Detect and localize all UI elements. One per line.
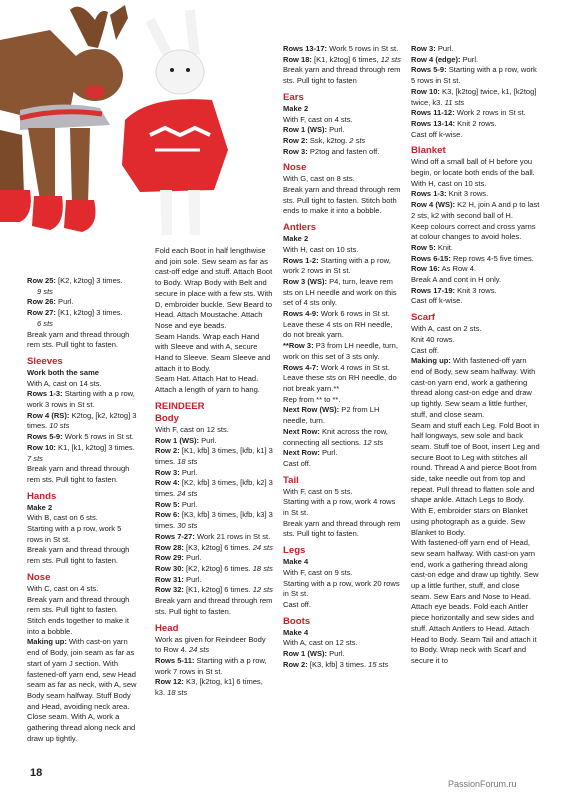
instruction-text: Break yarn and thread through rem sts. Pull tight to fasten. Stitch both ends to make it into a bobble. <box>283 185 401 216</box>
instruction-text: With A, cast on 14 sts. <box>27 378 102 388</box>
row-text: P4, turn, leave rem sts on LH needle and work on this set of 4 sts only. <box>283 276 397 308</box>
row-text: Starting with a p row, work 7 rows in St st. <box>155 655 267 676</box>
instruction-text: With B, cast on 6 sts. <box>27 513 98 523</box>
instruction-text: Break yarn and thread through rem sts. Pull tight to fasten. <box>27 545 130 566</box>
instruction-text: Cast off. <box>411 345 439 355</box>
row-text: Work 5 rows in St st. <box>327 44 399 53</box>
row-label: Row 16: <box>411 264 440 274</box>
row-text: Purl. <box>183 574 202 584</box>
instruction-text: Cast off. <box>283 599 311 609</box>
row-label: Rows 5-9: <box>411 65 447 75</box>
instruction-text: With F, cast on 9 sts. <box>283 567 353 577</box>
instruction-text: Seam and stuff each Leg. Fold Boot in half longways, sew sole and back seam. Stuff toe of Boot, insert Leg and secure Boot to Leg with stitches all round. Thread A and pierce Boot from side, take needle out from top and repeat. Pull thread to flatten sole and shape ankle. Attach Legs to Body. With E, embroider stars on Blanket using photograph as a guide. Sew Blanket to Body. <box>411 420 540 537</box>
row-text: [K2, k2tog] 3 times. <box>55 276 123 285</box>
row-label: Next Row (WS): <box>283 405 340 415</box>
row-text: [K2, kfb] 3 times, [kfb, k2] 3 times. <box>155 478 273 499</box>
stitch-count: 24 sts <box>252 542 273 552</box>
stitch-count: 11 sts <box>444 97 465 107</box>
section-heading-head: Head <box>155 622 179 634</box>
row-text: [K1, k2tog] 6 times. <box>183 585 253 595</box>
row-text: K3, [k2tog, k1] 6 times, k3. <box>155 677 263 698</box>
row-text: Purl. <box>327 125 345 135</box>
row-label: Making up: <box>411 356 451 366</box>
row-label: Next Row: <box>283 448 320 458</box>
row-text: K2 H, join A and p to last 2 sts, k2 with second ball of H. <box>411 200 540 220</box>
stitch-count: 12 sts <box>363 437 384 447</box>
section-subheading: Work both the same <box>27 367 99 377</box>
row-text: K3, [k2tog] twice, k1, [k2tog] twice, k3. <box>411 86 537 107</box>
section-heading-antlers: Antlers <box>283 222 317 234</box>
row-text: Knit across the row, connecting all sections. <box>283 426 388 447</box>
instruction-text: Rep from ** to **. <box>283 394 341 404</box>
row-label: Row 30: <box>155 563 184 573</box>
row-text: Purl. <box>55 297 74 307</box>
row-label: Row 2: <box>283 659 308 669</box>
instruction-text: With F, cast on 12 sts. <box>155 424 229 434</box>
instruction-text: Cast off. <box>283 458 311 468</box>
column-2 <box>155 246 273 699</box>
knitted-toys-illustration <box>0 0 280 246</box>
instruction-text: Break yarn and thread through rem sts. Pull tight to fasten <box>283 65 401 86</box>
row-text: Knit. <box>435 242 453 252</box>
instruction-text: With H, cast on 10 sts. <box>283 244 359 254</box>
row-label: Rows 1-3: <box>27 389 63 399</box>
stitch-count: 18 sts <box>167 688 188 698</box>
row-label: Row 3 (WS): <box>283 276 328 286</box>
row-label: Row 2: <box>155 446 180 456</box>
instruction-text: Break yarn and thread through rem sts. Pull tight to fasten. <box>283 518 401 539</box>
row-label: Rows 1-3: <box>411 189 447 199</box>
row-label: Row 1 (WS): <box>283 649 328 659</box>
instruction-text: Break yarn and thread through rem sts. Pull tight to fasten. <box>27 464 130 484</box>
row-label: Rows 4-9: <box>283 309 319 319</box>
instruction-text: With F, cast on 5 sts. <box>283 486 353 496</box>
row-label: **Row 3: <box>283 341 314 351</box>
row-text: [K3, kfb] 3 times, [kfb, k3] 3 times. <box>155 510 273 531</box>
section-heading-legs: Legs <box>283 545 306 557</box>
row-label: Rows 13-17: <box>283 44 328 53</box>
row-text: [K3, k2tog] 6 times. <box>183 542 253 552</box>
row-text: Work 6 rows in St st. Leave these 4 sts on RH needle, do not break yarn. <box>283 309 393 340</box>
instruction-text: Cast off k-wise. <box>411 296 463 306</box>
section-heading-blanket: Blanket <box>411 145 446 157</box>
column-3 <box>283 44 401 670</box>
row-text: Purl. <box>460 54 479 64</box>
column-1 <box>27 276 137 744</box>
reindeer-toy <box>0 5 128 232</box>
row-label: Row 27: <box>27 308 56 318</box>
section-heading-scarf: Scarf <box>411 312 435 324</box>
row-label: Rows 5-11: <box>155 655 195 665</box>
row-label: Row 3: <box>155 467 180 477</box>
section-heading-tail: Tail <box>283 474 299 486</box>
row-text: K2tog, [k2, k2tog] 3 times. <box>27 410 137 431</box>
row-label: Next Row: <box>283 426 320 436</box>
row-text: Work 4 rows in St st. Leave these sts on RH needle, do not break yarn.** <box>283 362 397 393</box>
row-text: Purl. <box>327 649 345 659</box>
row-text: Starting with a p row, work 5 rows in St st. <box>411 65 537 86</box>
instruction-text: Break yarn and thread through rem sts. Pull tight to fasten. Stitch ends together to make it into a bobble. <box>27 594 130 636</box>
row-text: Knit 3 rows. <box>446 189 489 199</box>
row-text: Purl. <box>199 435 217 445</box>
row-text: Purl. <box>179 467 198 477</box>
instruction-text: Cast off k-wise. <box>411 129 463 139</box>
row-label: Row 10: <box>411 86 440 96</box>
row-label: Row 5: <box>155 499 180 509</box>
row-label: Row 18: <box>283 54 312 64</box>
instruction-text: Seam Hands. Wrap each Hand with Sleeve and with A, secure Hand to Sleeve. Seam Sleeve and attach it to Body. <box>155 331 271 373</box>
section-heading-hands: Hands <box>27 490 57 502</box>
section-subheading: Make 4 <box>283 557 309 567</box>
instruction-text: Starting with a p row, work 4 rows in St st. <box>283 497 396 518</box>
stitch-count: 30 sts <box>177 521 198 531</box>
row-label: Row 32: <box>155 585 184 595</box>
row-text: As Row 4. <box>439 264 477 274</box>
row-label: Rows 17-19: <box>411 285 456 295</box>
row-text: P2 from LH needle, turn. <box>283 405 380 426</box>
row-text: [K3, kfb] 3 times. <box>307 659 369 669</box>
row-text: Rep rows 4-5 five times. <box>450 253 534 263</box>
row-label: Row 4 (WS): <box>411 200 456 210</box>
row-label: Making up: <box>27 637 67 647</box>
row-text: [K1, k2tog] 6 times, <box>311 54 381 64</box>
stitch-count: 2 sts <box>349 135 366 145</box>
row-label: Row 2: <box>283 135 308 145</box>
row-text: With fastened-off yarn end of Body, sew seam halfway. With cast-on yarn end, work a gathering thread along cast-on edge and draw up tightly. Sew seam a little further, stuff, and close seam. <box>411 356 536 419</box>
row-text: [K2, k2tog] 6 times. <box>183 563 253 573</box>
row-label: Rows 11-12: <box>411 108 455 118</box>
bunny-toy <box>122 10 228 235</box>
row-label: Rows 4-7: <box>283 362 319 372</box>
section-heading-sleeves: Sleeves <box>27 355 63 367</box>
instruction-text: With G, cast on 8 sts. <box>283 174 355 184</box>
section-heading-nose: Nose <box>283 162 307 174</box>
row-text: Work as given for Reindeer Body to Row 4. <box>155 634 266 655</box>
row-label: Row 3: <box>283 146 308 156</box>
section-heading-boots: Boots <box>283 615 311 627</box>
row-label: Row 4 (RS): <box>27 410 70 420</box>
instruction-text: With A, cast on 12 sts. <box>283 638 358 648</box>
row-label: Row 31: <box>155 574 184 584</box>
instruction-text: Starting with a p row, work 5 rows in St st. <box>27 524 122 544</box>
stitch-count: 9 sts <box>37 286 53 296</box>
section-heading-nose: Nose <box>27 571 51 583</box>
instruction-text: Break A and cont in H only. <box>411 275 502 285</box>
row-text: Ssk, k2tog. <box>307 135 350 145</box>
section-subheading: Make 2 <box>283 103 309 113</box>
row-label: Rows 13-14: <box>411 118 456 128</box>
instruction-text: Break yarn and thread through rem sts. Pull tight to fasten. <box>27 329 130 350</box>
row-text: [K1, k2tog] 3 times. <box>55 308 123 318</box>
section-subheading: Make 2 <box>283 234 309 244</box>
row-text: Knit 3 rows. <box>455 285 497 295</box>
section-heading-reindeer: REINDEER <box>155 400 205 412</box>
section-subheading: Make 2 <box>27 502 53 512</box>
row-text: Work 2 rows in St st. <box>454 108 526 118</box>
row-label: Rows 7-27: <box>155 531 195 541</box>
row-text: [K1, kfb] 3 times, [kfb, k1] 3 times. <box>155 446 273 466</box>
instruction-text: With C, cast on 4 sts. <box>27 583 99 593</box>
instruction-text: With fastened-off yarn end of Head, sew seam halfway. With cast-on yarn end, work a gathering thread along cast-on edge and draw up tightly. Sew up a little further, stuff, and close seam. Sew Ears and Nose to Head. Attach eye beads. Fold each Antler piece horizontally and sew sides and stuff. Attach Antlers to Head. Attach Head to Body. Seam Tail and attach it to Body. Wrap neck with Scarf and secure it to <box>411 538 539 665</box>
row-text: Purl. <box>179 499 198 509</box>
row-label: Row 4: <box>155 478 180 488</box>
page-number: 18 <box>30 767 43 779</box>
section-subheading: Make 4 <box>283 627 309 637</box>
instruction-text: With H, cast on 10 sts. <box>411 178 487 188</box>
row-label: Row 1 (WS): <box>155 435 200 445</box>
column-4 <box>411 44 541 667</box>
row-text: K1, [k1, k2tog] 3 times. <box>55 442 135 452</box>
row-text: Purl. <box>183 553 202 563</box>
row-text: P2tog and fasten off. <box>307 146 380 156</box>
stitch-count: 10 sts <box>49 421 70 431</box>
row-text: Starting with a p row, work 2 rows in St st. <box>283 255 391 276</box>
stitch-count: 7 sts <box>27 453 43 463</box>
row-text: With cast-on yarn end of Body, join seam as far as start of yarn J section. With fastened-off yarn end, sew Head seam as far as neck, with A, sew Body seam halfway. Stuff Body and Head, avoiding neck area. Close seam. With A, work a gathering thread along neck and draw up tightly. <box>27 637 137 743</box>
row-text: Work 5 rows in St st. <box>62 432 134 442</box>
instruction-text: Keep colours correct and cross yarns at colour changes to avoid holes. <box>411 221 536 242</box>
row-text: Starting with a p row, work 3 rows in St st. <box>27 389 135 410</box>
row-label: Row 25: <box>27 276 56 285</box>
row-label: Rows 1-2: <box>283 255 319 265</box>
instruction-text: Wind off a small ball of H before you begin, or locate both ends of the ball. <box>411 157 535 178</box>
section-heading-ears: Ears <box>283 91 304 103</box>
row-text: P3 from LH needle, turn, work on this set of 3 sts only. <box>283 341 398 361</box>
stitch-count: 24 sts <box>188 645 210 655</box>
instruction-text: Knit 40 rows. <box>411 334 455 344</box>
row-label: Rows 5-9: <box>27 432 63 442</box>
section-heading-body: Body <box>155 412 179 424</box>
row-text: Knit 2 rows. <box>455 118 497 128</box>
stitch-count: 18 sts <box>252 563 273 573</box>
row-label: Row 4 (edge): <box>411 54 461 64</box>
instruction-text: With A, cast on 2 sts. <box>411 324 482 334</box>
stitch-count: 12 sts <box>252 585 273 595</box>
row-label: Rows 6-15: <box>411 253 451 263</box>
row-label: Row 28: <box>155 542 184 552</box>
row-text: Purl. <box>435 44 454 53</box>
instruction-text: Break yarn and thread through rem sts. Pull tight to fasten. <box>155 596 273 616</box>
row-label: Row 26: <box>27 297 56 307</box>
row-text: Work 21 rows in St st. <box>194 531 271 541</box>
row-label: Row 3: <box>411 44 436 53</box>
footer-watermark: PassionForum.ru <box>448 779 517 789</box>
instruction-text: With F, cast on 4 sts. <box>283 114 353 124</box>
stitch-count: 24 sts <box>177 489 198 499</box>
row-text: Purl. <box>319 448 338 458</box>
row-label: Row 10: <box>27 442 56 452</box>
stitch-count: 12 sts <box>380 54 401 64</box>
row-label: Row 5: <box>411 242 436 252</box>
instruction-text: Seam Hat. Attach Hat to Head. Attach a length of yarn to hang. <box>155 374 260 395</box>
instruction-text: Fold each Boot in half lengthwise and join sole. Sew seam as far as cast-off edge and stuff. Attach Boot to Body. Wrap Body with Belt and secure in place with a few sts. With D, embroider buckle. Sew Beard to Head. Attach Moustache. Attach Nose and eye beads. <box>155 246 273 330</box>
stitch-count: 18 sts <box>177 456 198 466</box>
instruction-text: Starting with a p row, work 20 rows in St st. <box>283 578 400 599</box>
stitch-count: 6 sts <box>37 318 53 328</box>
photo-knitted-toys <box>0 0 280 246</box>
row-label: Row 6: <box>155 510 180 520</box>
stitch-count: 15 sts <box>368 659 389 669</box>
row-label: Row 1 (WS): <box>283 125 328 135</box>
row-label: Row 12: <box>155 677 184 687</box>
row-label: Row 29: <box>155 553 184 563</box>
